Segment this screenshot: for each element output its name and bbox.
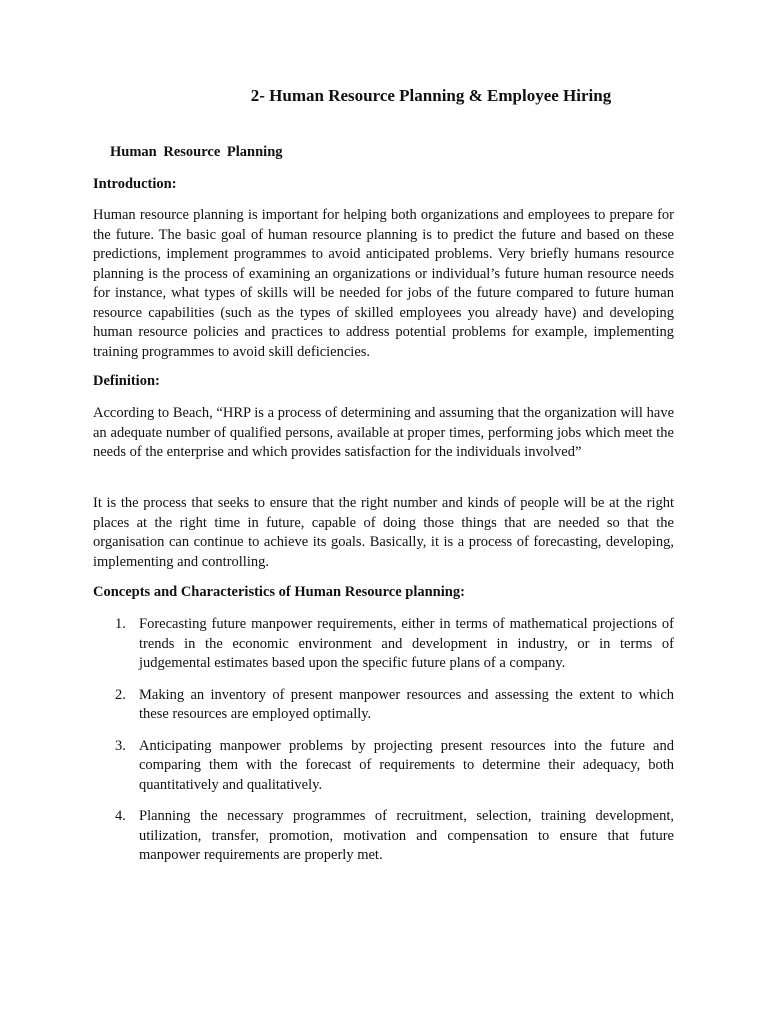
list-item — [93, 615, 674, 674]
concepts-heading: Concepts and Characteristics of Human Resource planning: — [93, 584, 465, 600]
list-item-text: Forecasting future manpower requirements, either in terms of mathematical projections of trends in the economic environment and development in industry, or in terms of judgemental estimates based upon the specific future plans of a company. — [139, 616, 674, 671]
introduction-heading: Introduction: — [93, 176, 177, 192]
list-item-text: Anticipating manpower problems by projecting present resources into the future and comparing them with the forecast of requirements to determine their adequacy, both quantitatively and qualitatively. — [139, 737, 674, 793]
list-item-text: Making an inventory of present manpower resources and assessing the extent to which these resources are employed optimally. — [139, 686, 674, 722]
list-item — [93, 686, 674, 725]
list-item-number: 4. — [115, 808, 126, 824]
introduction-paragraph: Human resource planning is important for helping both organizations and employees to prepare for the future. The basic goal of human resource planning is to predict the future and based on these predictions, implement programmes to avoid anticipated problems. Very briefly humans resource planning is the process of examining an organizations or individual’s future human resource needs for instance, what types of skills will be needed for jobs of the future compared to future human resource capabilities (such as the types of skilled employees you already have) and developing human resource policies and practices to address potential problems for example, implementing training programmes to avoid skill deficiencies. — [93, 207, 674, 360]
definition-heading: Definition: — [93, 373, 160, 389]
section-subtitle: Human Resource Planning — [110, 144, 283, 160]
concepts-list — [93, 615, 674, 878]
list-item-number: 1. — [115, 616, 126, 632]
list-item — [93, 737, 674, 796]
list-item-text: Planning the necessary programmes of recruitment, selection, training development, utilization, transfer, promotion, motivation and compensation to ensure that future manpower requirements are properly met. — [139, 808, 674, 863]
list-item-number: 3. — [115, 737, 126, 754]
list-item — [93, 807, 674, 866]
definition-paragraph-2: It is the process that seeks to ensure that the right number and kinds of people will be at the right places at the right time in future, capable of doing those things that are needed so that the organisation can continue to achieve its goals. Basically, it is a process of forecasting, developing, implementing and controlling. — [93, 495, 674, 570]
list-item-number: 2. — [115, 686, 126, 703]
definition-paragraph-1: According to Beach, “HRP is a process of determining and assuming that the organization will have an adequate number of qualified persons, available at proper times, performing jobs which meet the needs of the enterprise and which provides satisfaction for the individuals involved” — [93, 405, 674, 460]
page-title: 2- Human Resource Planning & Employee Hiring — [250, 86, 612, 105]
